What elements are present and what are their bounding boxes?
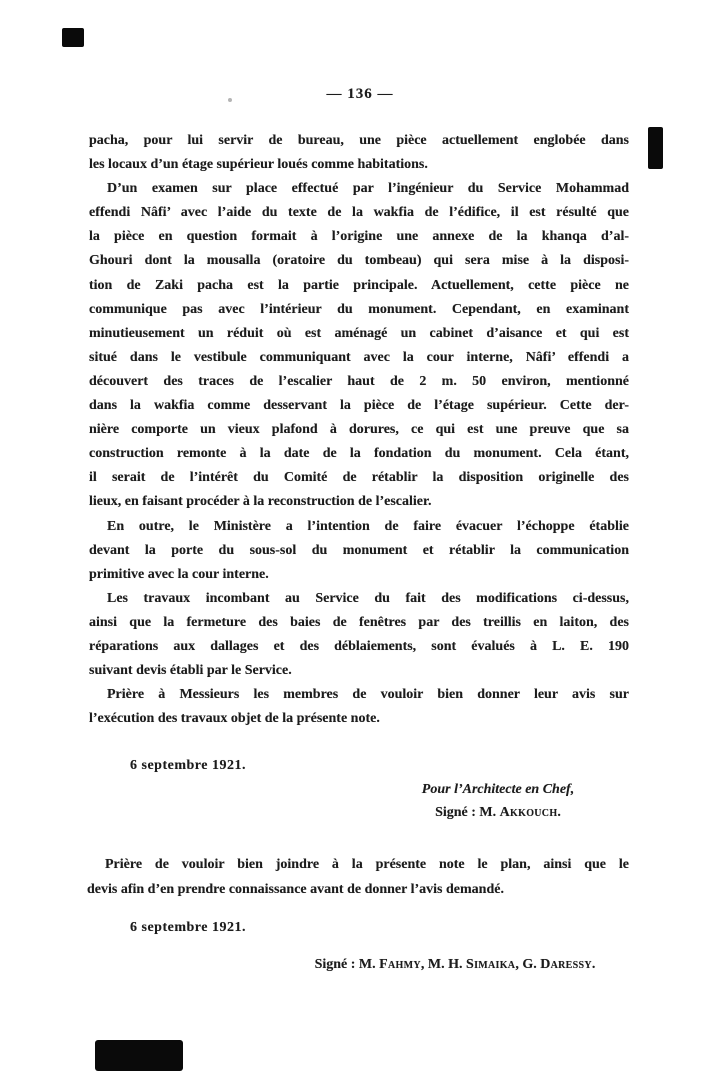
- architect-signature-block: [408, 778, 588, 824]
- text-line: communique pas avec l’intérieur du monument. Cependant, en examinant: [89, 301, 629, 317]
- signature-part: , G.: [515, 957, 541, 972]
- text-line: Prière de vouloir bien joindre à la présente note le plan, ainsi que le: [105, 857, 629, 872]
- paragraph-continuation: [89, 129, 629, 177]
- text-line: l’exécution des travaux objet de la présente note.: [89, 711, 380, 727]
- signature-part: .: [591, 957, 596, 972]
- text-line: minutieusement un réduit où est aménagé un cabinet d’aisance et qui est: [89, 325, 629, 341]
- text-line: nière comporte un vieux plafond à dorures, ce qui est une preuve que sa: [89, 422, 629, 438]
- text-line: il serait de l’intérêt du Comité de rétablir la disposition originelle des: [89, 470, 629, 486]
- postscript-paragraph: [87, 853, 629, 902]
- signature-part: Akkouch: [499, 805, 558, 820]
- text-line: les locaux d’un étage supérieur loués comme habitations.: [89, 157, 428, 173]
- signature-part: .: [557, 805, 561, 820]
- document-body: [89, 129, 629, 731]
- signature-part: Signé : M.: [435, 805, 500, 820]
- ink-blot-right-margin-artifact: [648, 127, 663, 169]
- text-line: dans la wakfia comme desservant la pièce de l’étage supérieur. Cette der-: [89, 398, 629, 414]
- text-line: la pièce en question formait à l’origine une annexe de la khanqa d’al-: [89, 229, 629, 245]
- text-line: pacha, pour lui servir de bureau, une pièce actuellement englobée dans: [89, 133, 629, 148]
- signature-part: , M. H.: [420, 957, 466, 972]
- date-line-first: 6 septembre 1921.: [130, 758, 246, 773]
- signature-part: Simaika: [465, 957, 516, 972]
- text-line: primitive avec la cour interne.: [89, 566, 269, 582]
- paragraph-priere: [89, 683, 629, 731]
- paragraph-ministere: [89, 515, 629, 587]
- ink-blot-bottom-artifact: [95, 1040, 183, 1071]
- text-line: situé dans le vestibule communiquant avec la cour interne, Nâfi’ effendi a: [89, 349, 629, 365]
- text-line: Les travaux incombant au Service du fait des modifications ci-dessus,: [107, 590, 629, 606]
- text-line: lieux, en faisant procéder à la reconstruction de l’escalier.: [89, 494, 432, 510]
- text-line: découvert des traces de l’escalier haut de 2 m. 50 environ, mentionné: [89, 373, 629, 389]
- text-line: devis afin d’en prendre connaissance avant de donner l’avis demandé.: [87, 881, 504, 897]
- signature-part: Fahmy: [379, 957, 421, 972]
- text-line: D’un examen sur place effectué par l’ingénieur du Service Mohammad: [107, 181, 629, 197]
- text-line: Ghouri dont la mousalla (oratoire du tombeau) qui sera mise à la disposi-: [89, 253, 629, 269]
- text-line: ainsi que la fermeture des baies de fenêtres par des treillis en laiton, des: [89, 614, 629, 630]
- architect-signature: [408, 801, 588, 824]
- signature-role: Pour l’Architecte en Chef,: [421, 782, 575, 797]
- text-line: Prière à Messieurs les membres de vouloir bien donner leur avis sur: [107, 687, 629, 703]
- text-line: suivant devis établi par le Service.: [89, 663, 292, 679]
- text-line: construction remonte à la date de la fondation du monument. Cela étant,: [89, 446, 629, 462]
- signature-part: Daressy: [540, 957, 592, 972]
- text-line: En outre, le Ministère a l’intention de faire évacuer l’échoppe établie: [107, 518, 629, 534]
- date-line-second: 6 septembre 1921.: [130, 920, 246, 935]
- text-line: devant la porte du sous-sol du monument et rétablir la communication: [89, 542, 629, 558]
- signature-part: Signé : M.: [314, 957, 380, 972]
- paragraph-examination: [89, 177, 629, 514]
- page-number: — 136 —: [326, 86, 394, 102]
- ink-blot-top-left-artifact: [62, 28, 84, 47]
- text-line: effendi Nâfi’ avec l’aide du texte de la wakfia de l’édifice, il est résulté que: [89, 205, 629, 221]
- paragraph-travaux: [89, 587, 629, 683]
- text-line: réparations aux dallages et des déblaiements, sont évalués à L. E. 190: [89, 638, 629, 654]
- members-signature: [300, 957, 610, 973]
- text-line: tion de Zaki pacha est la partie principale. Actuellement, cette pièce ne: [89, 277, 629, 293]
